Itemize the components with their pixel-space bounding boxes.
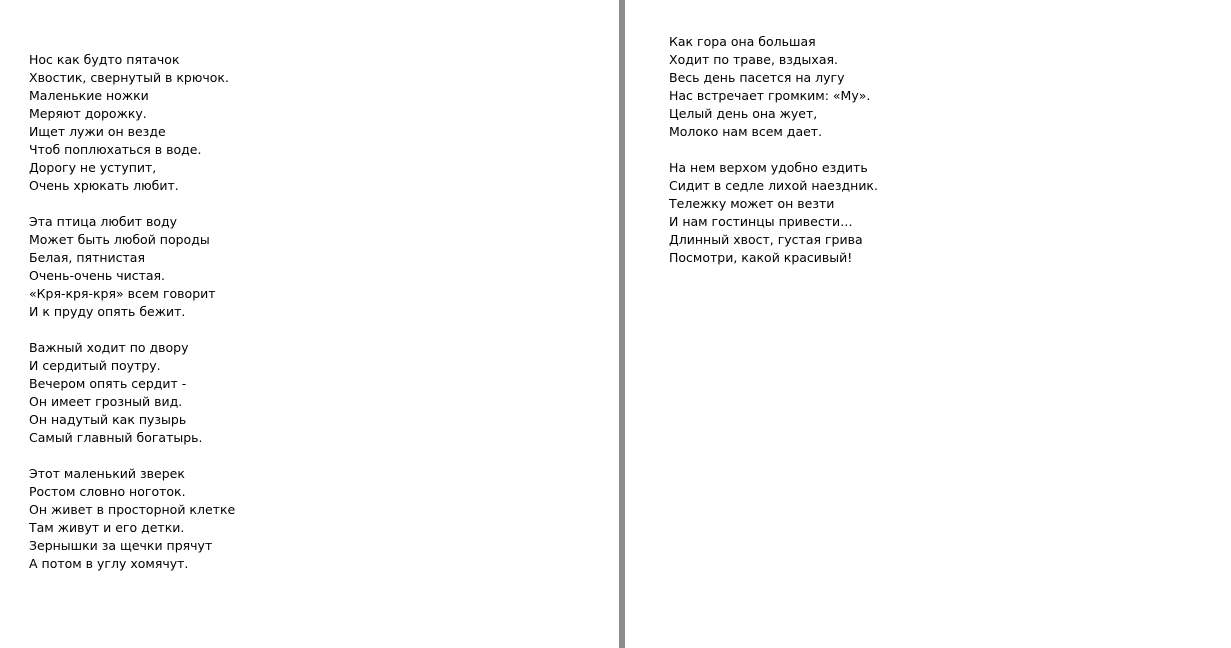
text-line: Как гора она большая xyxy=(669,34,816,49)
text-line: Длинный хвост, густая грива xyxy=(669,232,863,247)
text-line: Зернышки за щечки прячут xyxy=(29,538,213,553)
text-line: Ищет лужи он везде xyxy=(29,124,166,139)
text-line: Молоко нам всем дает. xyxy=(669,124,823,139)
riddle-hamster xyxy=(29,465,235,573)
riddle-horse xyxy=(669,159,878,267)
right-text-column xyxy=(669,33,878,285)
text-line: И сердитый поутру. xyxy=(29,358,161,373)
text-line: Весь день пасется на лугу xyxy=(669,70,845,85)
text-line: Может быть любой породы xyxy=(29,232,210,247)
text-line: Нас встречает громким: «Му». xyxy=(669,88,871,103)
text-line: Ходит по траве, вздыхая. xyxy=(669,52,838,67)
text-line: И нам гостинцы привести… xyxy=(669,214,853,229)
text-line: Очень-очень чистая. xyxy=(29,268,166,283)
text-line: Самый главный богатырь. xyxy=(29,430,203,445)
text-line: Этот маленький зверек xyxy=(29,466,185,481)
riddle-duck xyxy=(29,213,235,321)
text-line: Белая, пятнистая xyxy=(29,250,145,265)
riddle-cow xyxy=(669,33,878,141)
text-line: Тележку может он везти xyxy=(669,196,835,211)
text-line: На нем верхом удобно ездить xyxy=(669,160,868,175)
text-line: Очень хрюкать любит. xyxy=(29,178,179,193)
right-page xyxy=(625,0,1231,648)
text-line: Маленькие ножки xyxy=(29,88,149,103)
text-line: Нос как будто пятачок xyxy=(29,52,180,67)
text-line: Сидит в седле лихой наездник. xyxy=(669,178,878,193)
text-line: Дорогу не уступит, xyxy=(29,160,157,175)
text-line: А потом в углу хомячут. xyxy=(29,556,189,571)
text-line: Он имеет грозный вид. xyxy=(29,394,183,409)
text-line: «Кря-кря-кря» всем говорит xyxy=(29,286,216,301)
riddle-pig xyxy=(29,51,235,195)
text-line: Хвостик, свернутый в крючок. xyxy=(29,70,229,85)
text-line: Он живет в просторной клетке xyxy=(29,502,236,517)
text-line: Меряют дорожку. xyxy=(29,106,147,121)
text-line: Эта птица любит воду xyxy=(29,214,178,229)
text-line: И к пруду опять бежит. xyxy=(29,304,186,319)
text-line: Чтоб поплюхаться в воде. xyxy=(29,142,202,157)
text-line: Там живут и его детки. xyxy=(29,520,185,535)
left-text-column xyxy=(29,51,235,591)
text-line: Важный ходит по двору xyxy=(29,340,189,355)
text-line: Вечером опять сердит - xyxy=(29,376,187,391)
text-line: Ростом словно ноготок. xyxy=(29,484,186,499)
text-line: Целый день она жует, xyxy=(669,106,818,121)
riddle-turkey xyxy=(29,339,235,447)
text-line: Он надутый как пузырь xyxy=(29,412,187,427)
text-line: Посмотри, какой красивый! xyxy=(669,250,853,265)
